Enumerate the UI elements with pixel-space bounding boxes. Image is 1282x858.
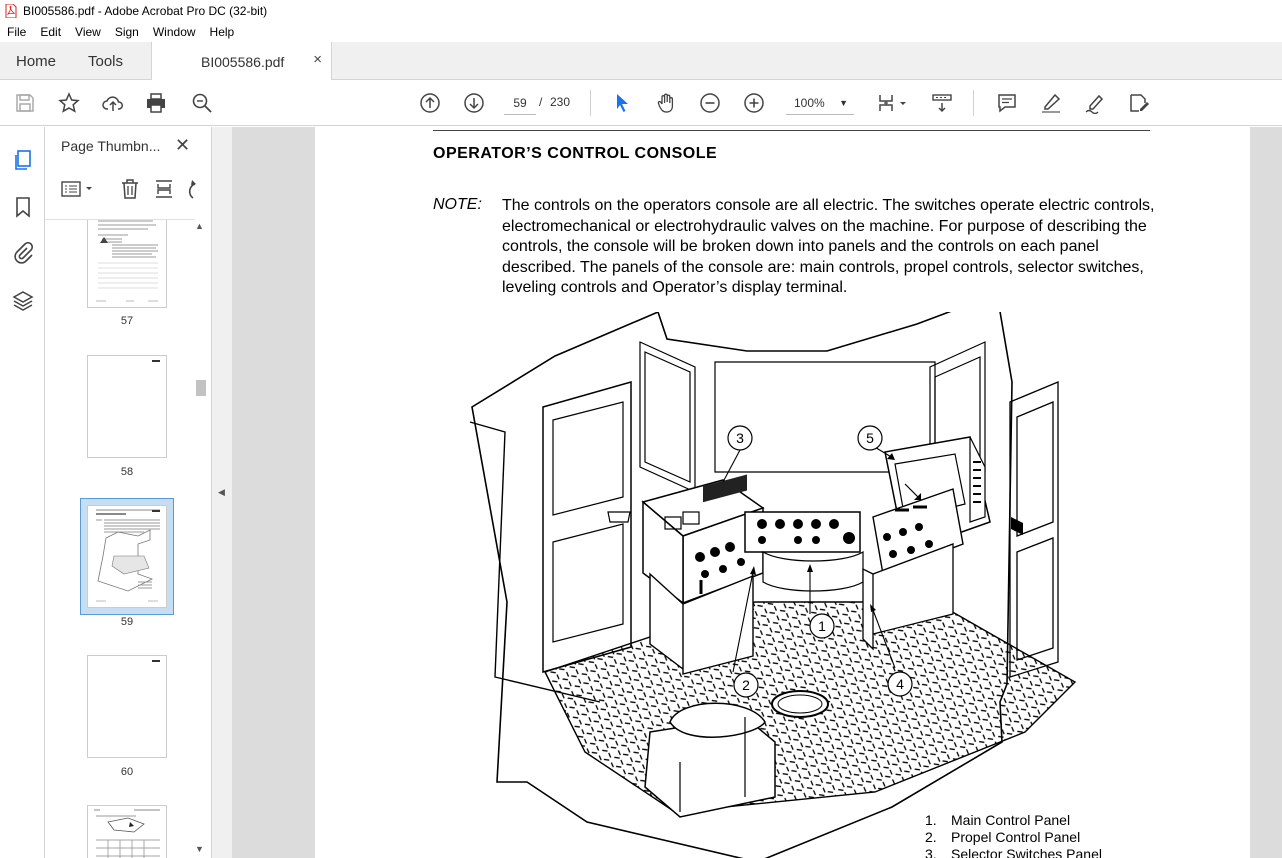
title-bar xyxy=(0,0,1282,22)
note-label: NOTE: xyxy=(433,196,482,213)
toolbar-divider xyxy=(590,90,591,116)
thumbnail-page-60[interactable] xyxy=(87,655,167,758)
zoom-in-icon[interactable] xyxy=(742,91,766,115)
tab-home[interactable]: Home xyxy=(16,53,57,70)
menu-sign[interactable]: Sign xyxy=(114,25,139,39)
delete-trash-icon[interactable] xyxy=(119,177,141,201)
thumbnail-preview xyxy=(88,506,166,607)
scroll-down-icon[interactable]: ▼ xyxy=(195,844,204,854)
thumbnail-page-number: 57 xyxy=(120,315,134,327)
document-view[interactable] xyxy=(232,127,1282,858)
thumbnails-panel xyxy=(45,127,212,858)
thumbnail-tools xyxy=(59,177,209,203)
scroll-mode-icon[interactable] xyxy=(930,91,954,115)
panel-title: Page Thumbn... xyxy=(61,138,161,154)
section-heading: OPERATOR’S CONTROL CONSOLE xyxy=(433,145,718,162)
callout-4: 4 xyxy=(896,676,904,692)
console-illustration xyxy=(465,312,1095,858)
layers-icon[interactable] xyxy=(11,289,35,313)
print-icon[interactable] xyxy=(144,91,168,115)
callout-1: 1 xyxy=(818,618,826,634)
tab-tools[interactable]: Tools xyxy=(88,53,124,70)
menu-edit[interactable]: Edit xyxy=(40,25,62,39)
save-icon[interactable] xyxy=(13,91,37,115)
toolbar xyxy=(0,80,1282,126)
menu-file[interactable]: File xyxy=(7,25,27,39)
page-number-input[interactable]: 59 xyxy=(504,91,536,115)
zoom-level-select[interactable] xyxy=(786,91,854,115)
tab-bar xyxy=(0,42,1282,80)
thumbnail-list xyxy=(45,219,195,858)
thumbnail-page-61[interactable] xyxy=(87,805,167,858)
attachments-paperclip-icon[interactable] xyxy=(11,241,35,265)
close-panel-icon[interactable]: ✕ xyxy=(175,135,191,155)
thumbnail-page-59[interactable] xyxy=(87,505,167,608)
panel-splitter[interactable] xyxy=(212,127,232,858)
page-separator: / xyxy=(539,95,543,109)
fill-sign-icon[interactable] xyxy=(1127,91,1151,115)
thumbnail-page-number: 58 xyxy=(120,466,134,478)
insert-page-icon[interactable] xyxy=(153,177,175,201)
pdf-page xyxy=(315,127,1250,858)
thumbnail-page-number: 59 xyxy=(120,616,134,628)
thumbnail-preview xyxy=(88,356,166,457)
thumbnail-page-58[interactable] xyxy=(87,355,167,458)
toolbar-divider xyxy=(973,90,974,116)
header-rule xyxy=(433,130,1150,131)
zoom-out-icon[interactable] xyxy=(698,91,722,115)
thumbnail-preview xyxy=(88,219,166,307)
menu-bar xyxy=(0,22,1282,42)
bookmarks-icon[interactable] xyxy=(11,195,35,219)
thumbnail-preview xyxy=(88,656,166,757)
thumbnail-preview xyxy=(88,806,166,858)
collapse-panel-icon[interactable]: ◀ xyxy=(218,487,225,497)
zoom-search-icon[interactable] xyxy=(190,91,214,115)
thumbnail-page-57[interactable] xyxy=(87,219,167,308)
draw-sign-icon[interactable] xyxy=(1083,91,1107,115)
upload-cloud-icon[interactable] xyxy=(101,91,125,115)
previous-page-icon[interactable] xyxy=(418,91,442,115)
select-cursor-icon[interactable] xyxy=(610,91,634,115)
close-tab-icon[interactable]: × xyxy=(313,51,322,68)
left-rail xyxy=(0,127,45,858)
bookmark-star-icon[interactable] xyxy=(57,91,81,115)
rotate-page-icon[interactable] xyxy=(183,177,197,201)
window-title: BI005586.pdf - Adobe Acrobat Pro DC (32-bit) xyxy=(23,4,268,18)
thumbnail-options-icon[interactable] xyxy=(61,177,95,201)
scroll-up-icon[interactable]: ▲ xyxy=(195,221,204,231)
chevron-down-icon: ▼ xyxy=(839,98,848,108)
thumbnail-page-number: 60 xyxy=(120,766,134,778)
highlight-pen-icon[interactable] xyxy=(1039,91,1063,115)
tab-document[interactable] xyxy=(151,42,332,80)
callout-5: 5 xyxy=(866,430,874,446)
legend-item: 1. Main Control Panel xyxy=(925,812,1071,828)
zoom-level-value: 100% xyxy=(794,96,825,110)
acrobat-pdf-icon xyxy=(4,3,18,19)
legend-item: 3. Selector Switches Panel xyxy=(925,846,1102,858)
page-total: 230 xyxy=(550,95,571,109)
next-page-icon[interactable] xyxy=(462,91,486,115)
callout-3: 3 xyxy=(736,430,744,446)
thumbnail-scrollbar[interactable] xyxy=(194,219,206,858)
comment-icon[interactable] xyxy=(995,91,1019,115)
hand-tool-icon[interactable] xyxy=(654,91,678,115)
menu-help[interactable]: Help xyxy=(209,25,235,39)
page-thumbnails-icon[interactable] xyxy=(11,148,35,172)
menu-window[interactable]: Window xyxy=(152,25,196,39)
menu-view[interactable]: View xyxy=(75,25,101,39)
note-text: The controls on the operators console are all electric. The switches operate electric controls, electromechanical or electrohydraulic valves on the machine. For purpose of describing the controls, the console will be broken down into panels and the controls on each panel described. The panels of the console are: main controls, propel controls, selector switches, leveling controls and Operator’s display terminal. xyxy=(502,197,1155,297)
legend-item: 2. Propel Control Panel xyxy=(925,829,1081,845)
page-fit-icon[interactable] xyxy=(876,91,910,115)
scroll-thumb[interactable] xyxy=(196,380,206,396)
callout-2: 2 xyxy=(742,677,750,693)
figure-legend xyxy=(925,812,1102,858)
tab-document-label: BI005586.pdf xyxy=(201,54,285,70)
